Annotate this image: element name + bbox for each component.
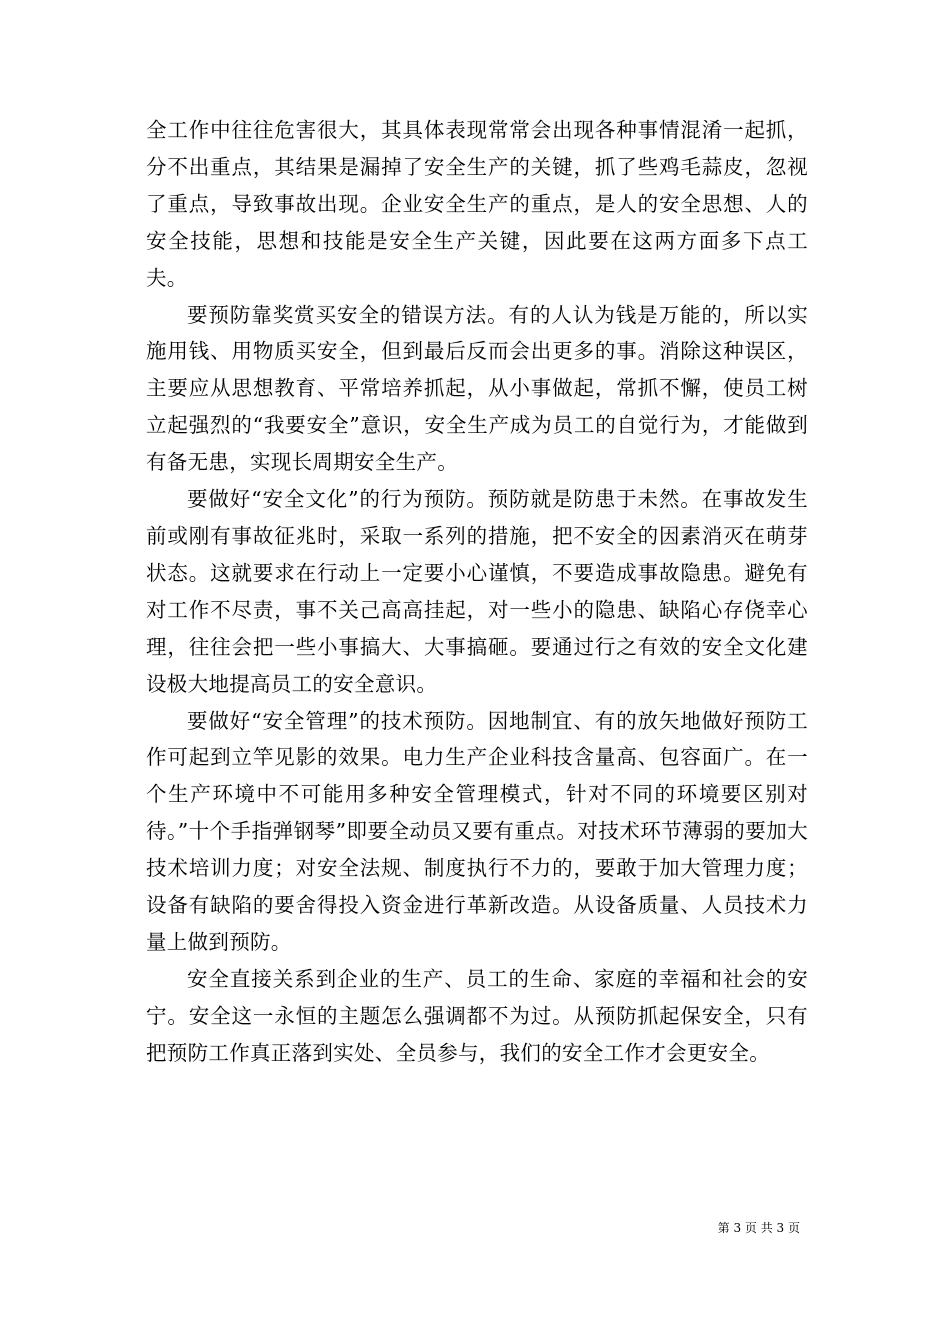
document-body bbox=[146, 112, 808, 1072]
paragraph-safety-culture: 要做好“安全文化”的行为预防。预防就是防患于未然。在事故发生前或刚有事故征兆时，采取一系列的措施，把不安全的因素消灭在萌芽状态。这就要求在行动上一定要小心谨慎，不要造成事故隐患。避免有对工作不尽责，事不关己高高挂起，对一些小的隐患、缺陷心存侥幸心理，往往会把一些小事搞大、大事搞砸。要通过行之有效的安全文化建设极大地提高员工的安全意识。 bbox=[146, 487, 808, 696]
paragraph-conclusion: 安全直接关系到企业的生产、员工的生命、家庭的幸福和社会的安宁。安全这一永恒的主题怎么强调都不为过。从预防抓起保安全，只有把预防工作真正落到实处、全员参与，我们的安全工作才会更安全。 bbox=[146, 966, 808, 1065]
paragraph-safety-management: 要做好“安全管理”的技术预防。因地制宜、有的放矢地做好预防工作可起到立竿见影的效果。电力生产企业科技含量高、包容面广。在一个生产环境中不可能用多种安全管理模式，针对不同的环境要区别对待。”十个手指弹钢琴”即要全动员又要有重点。对技术环节薄弱的要加大技术培训力度；对安全法规、制度执行不力的，要敢于加大管理力度；设备有缺陷的要舍得投入资金进行革新改造。从设备质量、人员技术力量上做到预防。 bbox=[146, 708, 808, 954]
paragraph-reward-prevention: 要预防靠奖赏买安全的错误方法。有的人认为钱是万能的，所以实施用钱、用物质买安全，但到最后反而会出更多的事。消除这种误区，主要应从思想教育、平常培养抓起，从小事做起，常抓不懈，使员工树立起强烈的“我要安全”意识，安全生产成为员工的自觉行为，才能做到有备无患，实现长周期安全生产。 bbox=[146, 302, 808, 475]
paragraph-continuation: 全工作中往往危害很大，其具体表现常常会出现各种事情混淆一起抓，分不出重点，其结果是漏掉了安全生产的关键，抓了些鸡毛蒜皮，忽视了重点，导致事故出现。企业安全生产的重点，是人的安全思想、人的安全技能，思想和技能是安全生产关键，因此要在这两方面多下点工夫。 bbox=[146, 118, 808, 290]
page-number: 第 3 页 共 3 页 bbox=[717, 1221, 800, 1235]
